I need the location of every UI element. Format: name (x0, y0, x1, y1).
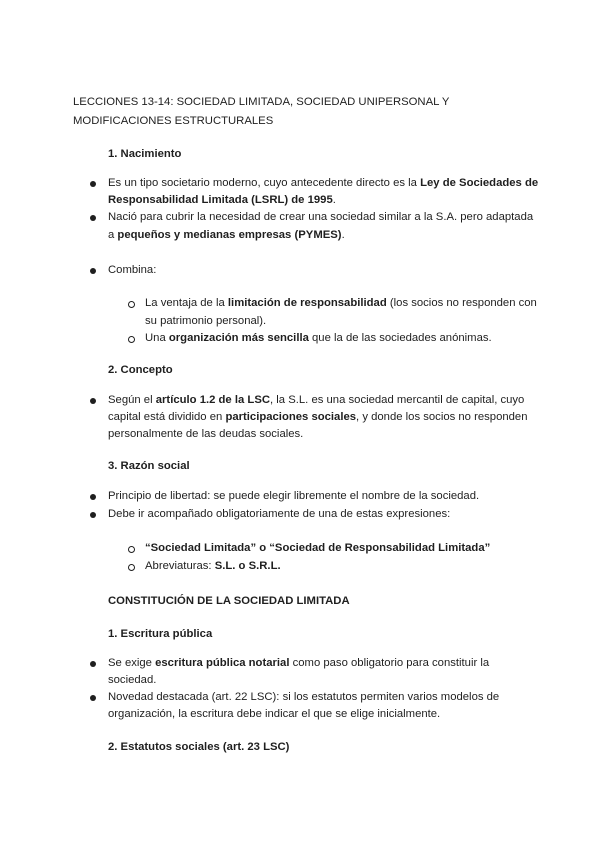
paragraph-line: La ventaja de la limitación de responsabilidad (los socios no responden con (145, 297, 537, 309)
bullet-icon (90, 215, 96, 221)
bullet-icon (90, 181, 96, 187)
bullet-icon (90, 695, 96, 701)
bullet-icon (90, 494, 96, 500)
paragraph-line: capital está dividido en participaciones sociales, y donde los socios no responden (108, 411, 528, 423)
paragraph-line: Combina: (108, 264, 157, 276)
paragraph-line: sociedad. (108, 674, 157, 686)
paragraph-line: personalmente de las deudas sociales. (108, 428, 304, 440)
section-heading-estatutos-sociales: 2. Estatutos sociales (art. 23 LSC) (108, 741, 290, 753)
sub-bullet-icon (128, 301, 135, 308)
bullet-icon (90, 268, 96, 274)
section-heading-escritura-publica: 1. Escritura pública (108, 628, 213, 640)
paragraph-line: Según el artículo 1.2 de la LSC, la S.L. es una sociedad mercantil de capital, cuyo (108, 394, 525, 406)
section-heading-concepto: 2. Concepto (108, 364, 173, 376)
paragraph-line: Nació para cubrir la necesidad de crear una sociedad similar a la S.A. pero adaptada (108, 211, 534, 223)
sub-bullet-icon (128, 336, 135, 343)
document-title-line-2: MODIFICACIONES ESTRUCTURALES (73, 115, 274, 127)
paragraph-line: “Sociedad Limitada” o “Sociedad de Responsabilidad Limitada” (145, 542, 491, 554)
bullet-icon (90, 661, 96, 667)
paragraph-line: Responsabilidad Limitada (LSRL) de 1995. (108, 194, 336, 206)
bullet-icon (90, 512, 96, 518)
paragraph-line: a pequeños y medianas empresas (PYMES). (108, 229, 345, 241)
paragraph-line: Se exige escritura pública notarial como paso obligatorio para constituir la (108, 657, 490, 669)
paragraph-line: Una organización más sencilla que la de las sociedades anónimas. (145, 332, 492, 344)
paragraph-line: organización, la escritura debe indicar el que se elige inicialmente. (108, 708, 441, 720)
paragraph-line: Principio de libertad: se puede elegir libremente el nombre de la sociedad. (108, 490, 480, 502)
section-heading-nacimiento: 1. Nacimiento (108, 148, 182, 160)
section-heading-razon-social: 3. Razón social (108, 460, 190, 472)
paragraph-line: Es un tipo societario moderno, cuyo antecedente directo es la Ley de Sociedades de (108, 177, 539, 189)
paragraph-line: Debe ir acompañado obligatoriamente de una de estas expresiones: (108, 508, 451, 520)
paragraph-line: Novedad destacada (art. 22 LSC): si los estatutos permiten varios modelos de (108, 691, 500, 703)
document-title-line-1: LECCIONES 13-14: SOCIEDAD LIMITADA, SOCIEDAD UNIPERSONAL Y (73, 96, 450, 108)
paragraph-line: Abreviaturas: S.L. o S.R.L. (145, 560, 281, 572)
paragraph-line: su patrimonio personal). (145, 315, 267, 327)
section-heading-constitucion: CONSTITUCIÓN DE LA SOCIEDAD LIMITADA (108, 595, 350, 607)
sub-bullet-icon (128, 546, 135, 553)
sub-bullet-icon (128, 564, 135, 571)
bullet-icon (90, 398, 96, 404)
